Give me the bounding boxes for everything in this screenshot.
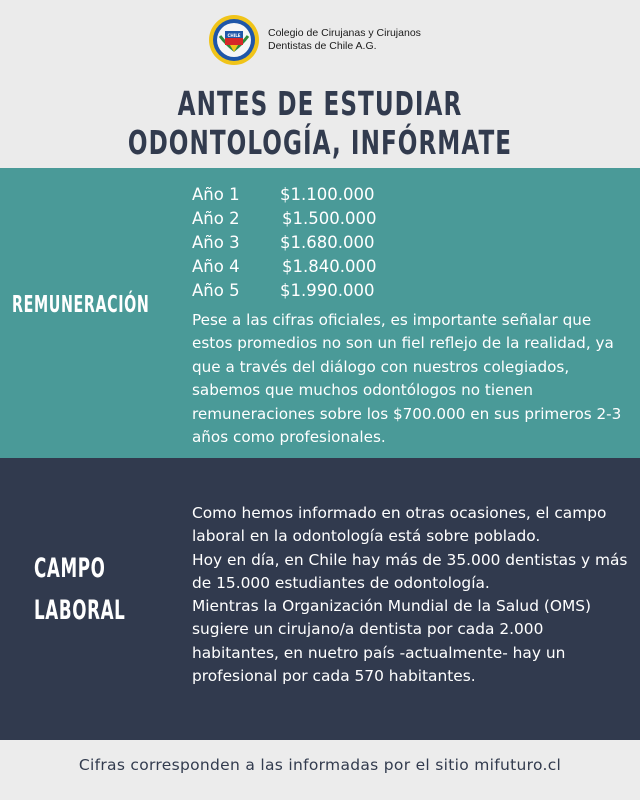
campo-laboral-text bbox=[192, 502, 632, 688]
salary-row bbox=[192, 255, 376, 279]
salary-year: Año 3 bbox=[192, 233, 240, 252]
salary-year: Año 1 bbox=[192, 185, 240, 204]
campo-laboral-label-line1: CAMPO bbox=[34, 553, 106, 584]
source-note: Cifras corresponden a las informadas por el sitio mifuturo.cl bbox=[78, 756, 562, 774]
salary-row bbox=[192, 183, 376, 207]
campo-laboral-paragraph: Como hemos informado en otras ocasiones, el campo laboral en la odontología está sobre poblado. bbox=[192, 504, 607, 546]
salary-amount: $1.990.000 bbox=[280, 281, 375, 300]
salary-amount: $1.840.000 bbox=[282, 257, 377, 276]
salary-amount: $1.500.000 bbox=[282, 209, 377, 228]
salary-list bbox=[192, 183, 376, 303]
salary-year: Año 5 bbox=[192, 281, 240, 300]
svg-text:CHILE: CHILE bbox=[227, 33, 241, 38]
logo bbox=[208, 12, 468, 68]
salary-year: Año 4 bbox=[192, 257, 240, 276]
campo-laboral-label bbox=[34, 548, 125, 632]
salary-row bbox=[192, 279, 376, 303]
campo-laboral-paragraph: Mientras la Organización Mundial de la Salud (OMS) sugiere un cirujano/a dentista por cada 2.000 habitantes, en nuetro país -actualmente- hay un profesional por cada 570 habitantes. bbox=[192, 597, 592, 686]
salary-row bbox=[192, 231, 376, 255]
salary-row bbox=[192, 207, 376, 231]
remuneracion-label: REMUNERACIÓN bbox=[12, 292, 150, 318]
organization-name-line2: Dentistas de Chile A.G. bbox=[268, 40, 377, 52]
salary-amount: $1.680.000 bbox=[280, 233, 375, 252]
organization-name-line1: Colegio de Cirujanas y Cirujanos bbox=[268, 27, 421, 39]
page-title: ANTES DE ESTUDIAR ODONTOLOGÍA, INFÓRMATE bbox=[127, 84, 513, 162]
salary-year: Año 2 bbox=[192, 209, 240, 228]
college-seal-icon bbox=[208, 14, 260, 66]
campo-laboral-label-line2: LABORAL bbox=[34, 595, 126, 626]
header bbox=[0, 0, 640, 168]
organization-name bbox=[268, 27, 421, 53]
remuneracion-note: Pese a las cifras oficiales, es importante señalar que estos promedios no son un fiel reflejo de la realidad, ya que a través del diálogo con nuestros colegiados, sabemos que muchos odontólogos no tienen remuneraciones sobre los $700.000 en sus primeros 2-3 años como profesionales. bbox=[192, 311, 622, 447]
campo-laboral-paragraph: Hoy en día, en Chile hay más de 35.000 dentistas y más de 15.000 estudiantes de odontología. bbox=[192, 550, 628, 592]
salary-amount: $1.100.000 bbox=[280, 185, 375, 204]
